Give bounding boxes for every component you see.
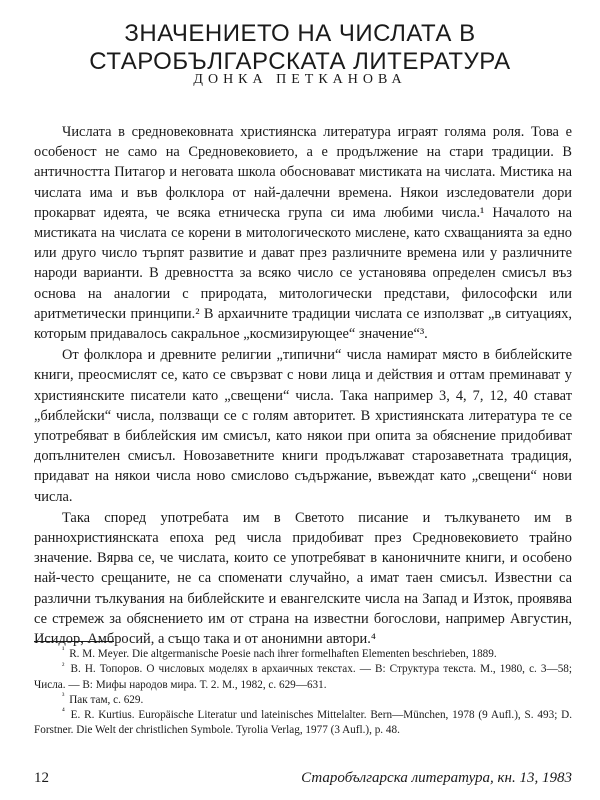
paragraph-3: Така според употребата им в Светото писание и тълкуването им в раннохристиянската епоха ред числа придобиват през Средновековието трайно значение. Вярва се, че числата, които се употребяват в каноничните книги, и особено най-често срещаните, не са споменати случайно, а имат таен смисъл. Известни са различни тълкувания на библейските и евангелските числа на Запад и Изток, проявява се стремеж за обяснението им от страна на известни богослови, например Августин, Исидор, Амбросий, а също така и от анонимни автори.⁴ — [34, 509, 572, 648]
paragraph-1: Числата в средновековната християнска литература играят голяма роля. Това е особеност не само на Средновековието, а е продължение на стари традиции. В античността Питагор и неговата школа обосновават мистиката на числата. Мистика на числата има и във фолклора от най-далечни времена. Някои изследователи дори прокарват идеята, че всяка етническа група си има любими числа.¹ Началото на мистиката на числата се корени в митологическото мислене, като схващанията за едно или друго число търпят развитие и дават през различните времена или у различните народи варианти. В древността за всяко число се установява определен смисъл въз основа на аналогии с природата, митологически представи, философски или аритметически принципи.² В архаичните традиции числата се използват „в ситуациях, которым придавалось сакральное „космизирующее“ значение“³. — [34, 124, 572, 343]
footnote-text: Пак там, с. 629. — [69, 693, 144, 706]
page-footer — [34, 770, 572, 787]
footnote-2 — [34, 662, 572, 693]
footnote-mark: ² — [62, 660, 65, 670]
footnote-text: В. Н. Топоров. О числовых моделях в архаичных текстах. — В: Структура текста. М., 1980, с. 3—58; Числа. — В: Мифы народов мира. Т. 2. М., 1982, с. 629—631. — [34, 663, 572, 691]
footnote-3 — [34, 693, 572, 708]
footnote-text: R. M. Meyer. Die altgermanische Poesie nach ihrer formelhaften Elementen beschrieben, 1889. — [69, 648, 497, 660]
footnote-text: E. R. Kurtius. Europäische Literatur und lateinisches Mittelalter. Bern—München, 1978 (9 Aufl.), S. 493; D. Forstner. Die Welt der christlichen Symbole. Tyrolia Verlag, 1977 (3 Aufl.), p. 48. — [34, 709, 573, 737]
article-body — [34, 122, 572, 649]
page-number: 12 — [34, 770, 49, 786]
footnote-mark: ¹ — [62, 645, 65, 655]
footnote-mark: ⁴ — [62, 706, 65, 716]
footnote-mark: ³ — [62, 691, 65, 701]
footnote-4 — [34, 708, 572, 739]
paragraph-2: От фолклора и древните религии „типични“ числа намират място в библейските книги, преосмислят се, като се свързват с нови лица и действия и оттам преминават у християнските писатели като „свещени“ числа. Така например 3, 4, 7, 12, 40 стават „библейски“ числа, ползващи се с голям авторитет. В християнската литература те се употребяват в библейския им смисъл, като някои при опита за обяснение придобиват допълнителен смисъл. Новозаветните книги продължават старозаветната традиция, придават на някои числа ново смислово съдържание, въвеждат като „свещени“ нови числа. — [34, 347, 572, 505]
footnote-1 — [34, 647, 572, 662]
footnote-separator — [34, 641, 114, 642]
footnotes — [34, 647, 572, 739]
article-author: ДОНКА ПЕТКАНОВА — [193, 72, 407, 87]
journal-reference: Старобългарска литература, кн. 13, 1983 — [301, 770, 572, 786]
article-title: ЗНАЧЕНИЕТО НА ЧИСЛАТА В СТАРОБЪЛГАРСКАТА ЛИТЕРАТУРА — [89, 20, 511, 76]
